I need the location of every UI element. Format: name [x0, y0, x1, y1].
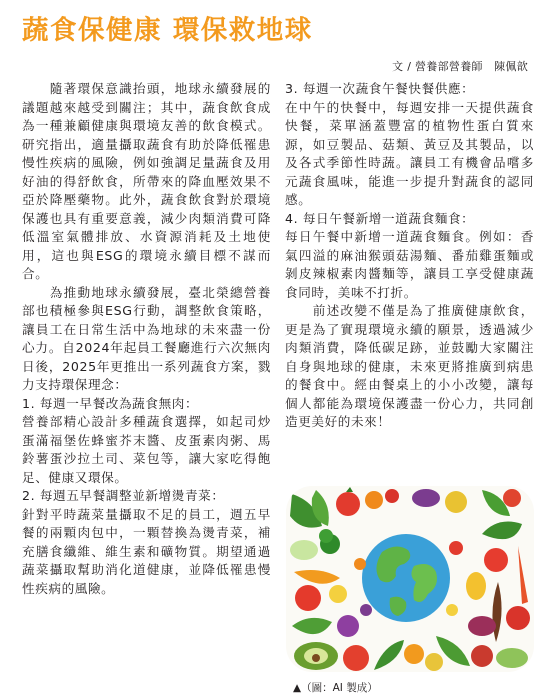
- right-column: [285, 80, 534, 432]
- item-body-4: 每日午餐中新增一道蔬食麵食。例如：香氣四溢的麻油猴頭菇湯麵、番茄雞蛋麵或剝皮辣椒素肉醬麵等，讓員工享受健康蔬食同時，美味不打折。: [285, 229, 534, 300]
- item-heading-2: 2. 每週五早餐調整並新增燙青菜：: [22, 488, 225, 503]
- intro-paragraph: 隨著環保意識抬頭，地球永續發展的議題越來越受到關注；其中，蔬食飲食成為一種兼顧健康與環境友善的飲食模式。研究指出，適量攝取蔬食有助於降低罹患慢性疾病的風險，例如強調足量蔬食及用好油的得舒飲食，所帶來的降血壓效果不亞於降壓藥物。此外，蔬食飲食對於環境保護也具有重要意義，減少肉類消費可降低溫室氣體排放、水資源消耗及土地使用，這也與ESG的環境永續目標不謀而合。: [22, 81, 271, 281]
- item-body-2: 針對平時蔬菜量攝取不足的員工，週五早餐的兩顆肉包中，一顆替換為燙青菜，補充膳食纖維、維生素和礦物質。期望通過蔬菜攝取幫助消化道健康，並降低罹患慢性疾病的風險。: [22, 506, 271, 596]
- author-byline: 文 / 營養部營養師 陳佩歆: [392, 60, 528, 73]
- item-heading-3: 3. 每週一次蔬食午餐快餐供應：: [285, 81, 475, 96]
- article-title: 蔬食保健康 環保救地球: [22, 15, 313, 46]
- figure-caption: ▲（圖：AI 製成）: [293, 682, 378, 694]
- vegetable-globe-illustration: [286, 486, 534, 672]
- item-body-1: 營養部精心設計多種蔬食選擇，如起司炒蛋滿福堡佐蜂蜜芥末醬、皮蛋素肉粥、馬鈴薯蛋沙拉土司、菜包等，讓大家吃得飽足、健康又環保。: [22, 414, 271, 485]
- action-paragraph: 為推動地球永續發展，臺北榮總營養部也積極參與ESG行動，調整飲食策略，讓員工在日常生活中為地球的未來盡一份心力。自2024年起員工餐廳進行六次無肉日後，2025年更推出一系列蔬食方案，戮力支持環保理念：: [22, 284, 271, 392]
- item-heading-1: 1. 每週一早餐改為蔬食無肉：: [22, 395, 199, 411]
- item-heading-4: 4. 每日午餐新增一道蔬食麵食：: [285, 210, 475, 226]
- item-body-3: 在中午的快餐中，每週安排一天提供蔬食快餐，菜單涵蓋豐富的植物性蛋白質來源，如豆製品、菇類、黃豆及其製品，以及各式季節性時蔬。讓員工有機會品嚐多元蔬食風味，能進一步提升對蔬食的認同感。: [285, 99, 534, 207]
- illustration-art: [286, 486, 534, 672]
- left-column: [22, 80, 271, 598]
- closing-paragraph: 前述改變不僅是為了推廣健康飲食，更是為了實現環境永續的願景，透過減少肉類消費，降低碳足跡，並鼓勵大家關注自身與地球的健康，未來更將推廣到病患的餐食中。經由餐桌上的小小改變，讓每個人都能為環境保護盡一份心力，共同創造更美好的未來！: [285, 303, 534, 429]
